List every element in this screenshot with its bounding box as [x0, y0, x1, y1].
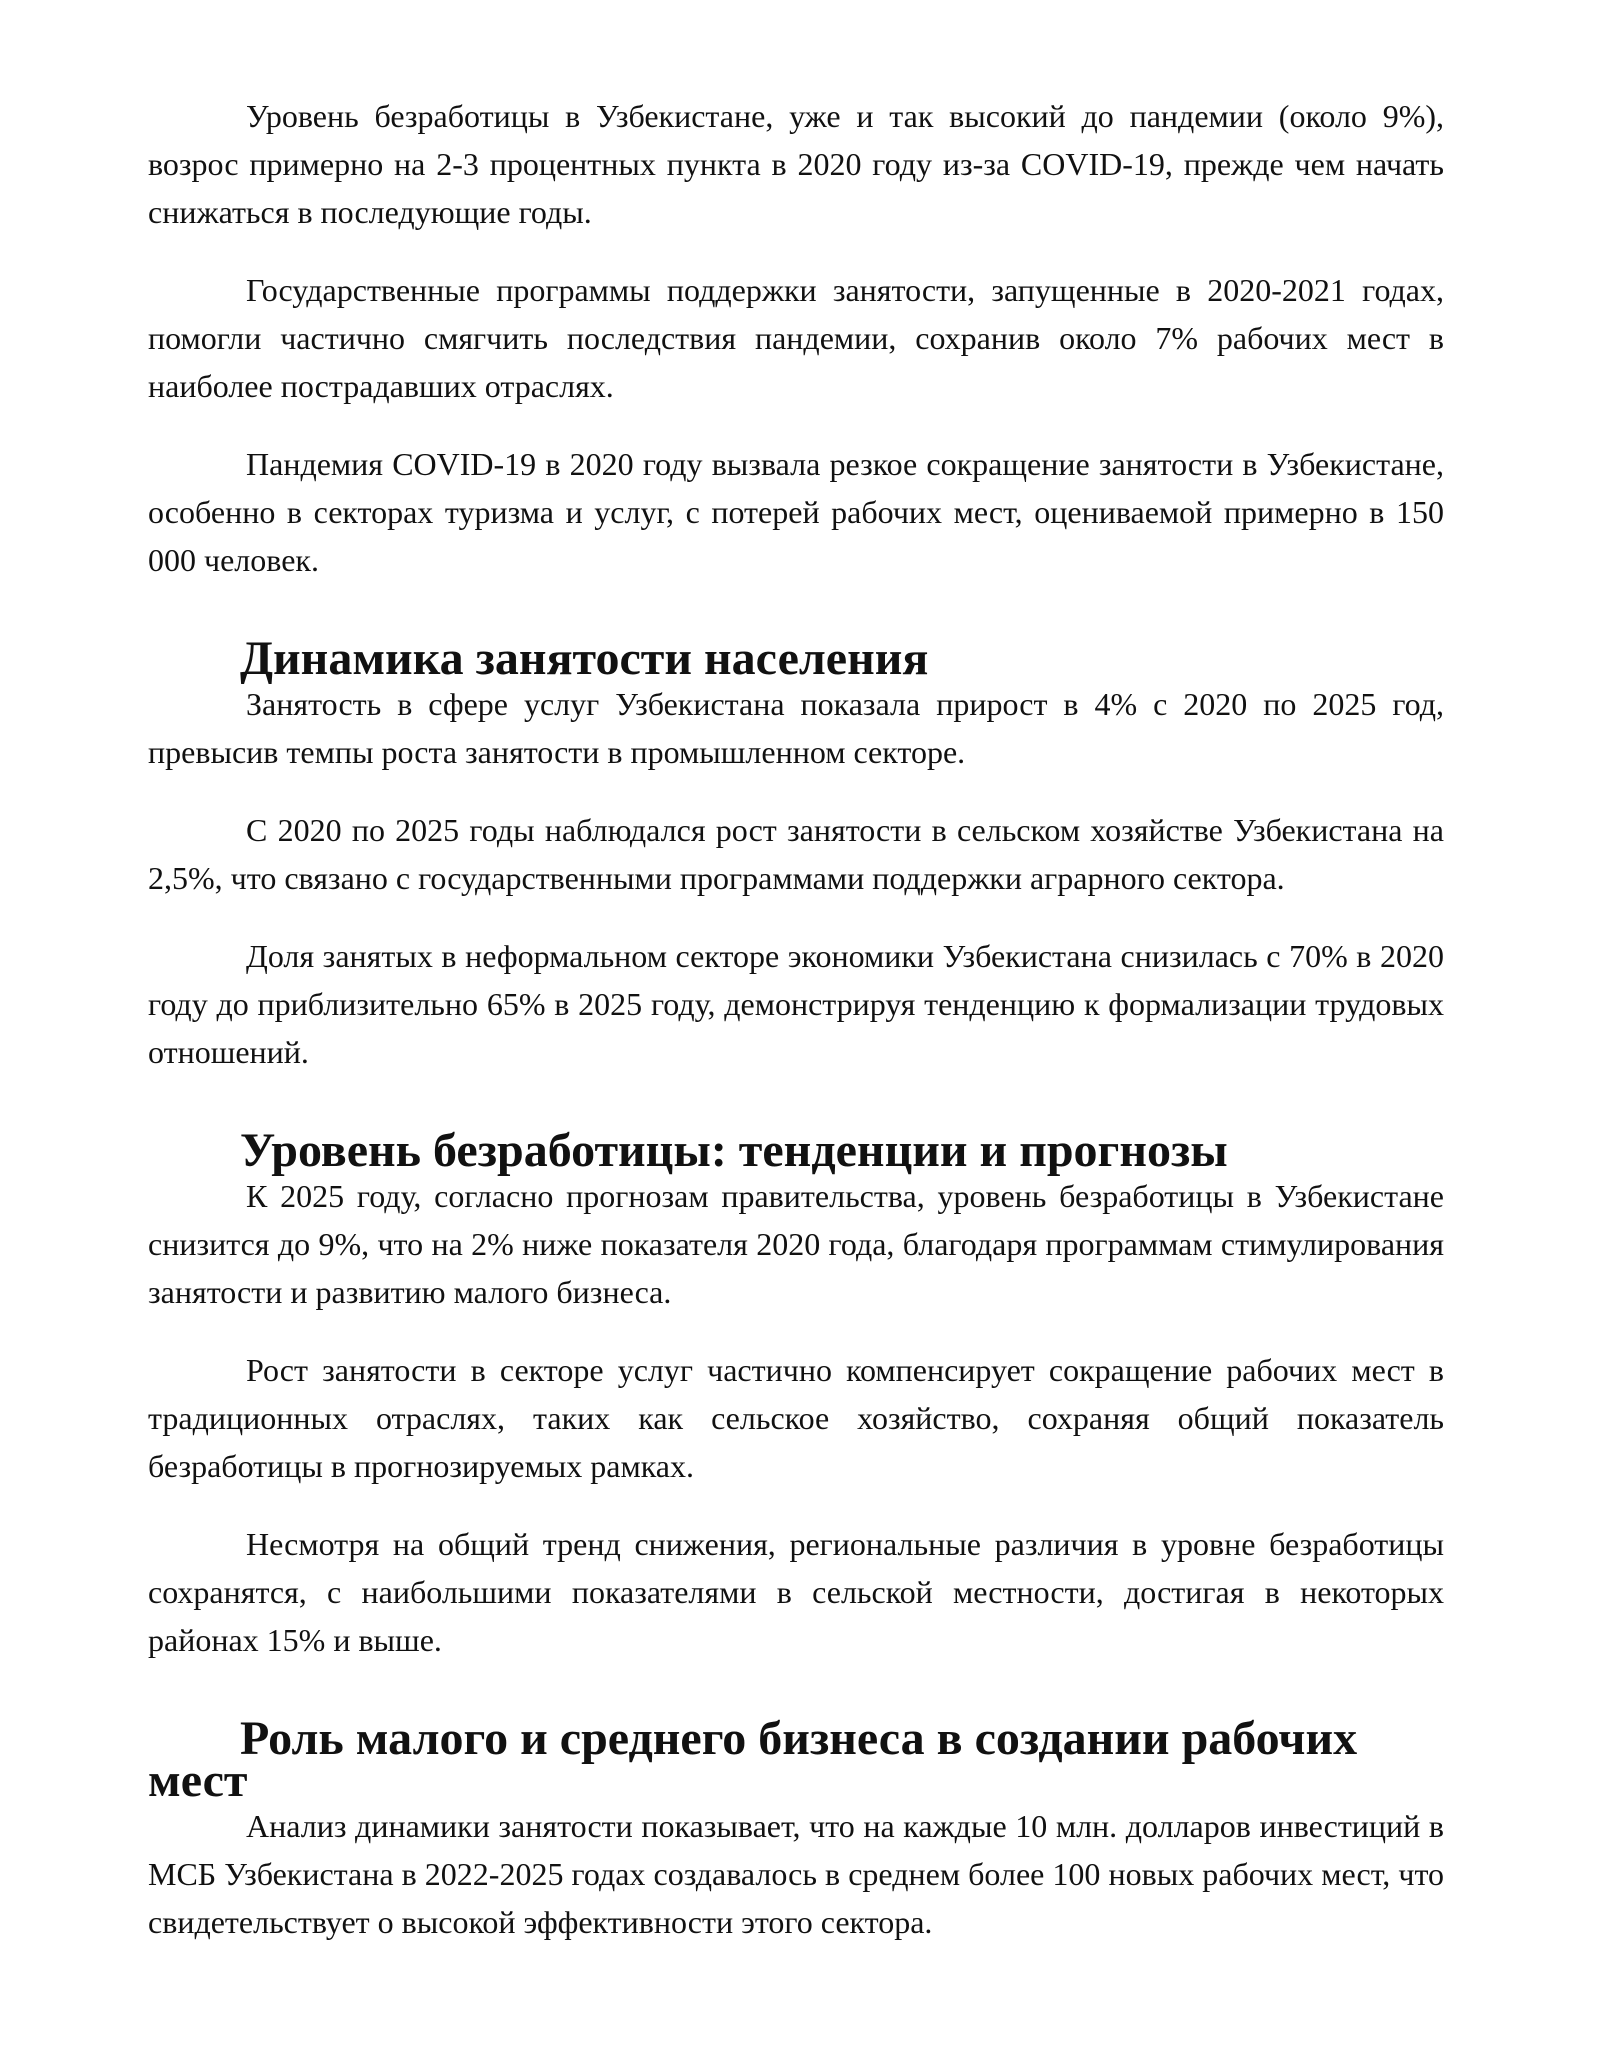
paragraph-regional-differences: Несмотря на общий тренд снижения, региональные различия в уровне безработицы сохранятся, с наибольшими показателями в сельской местности, достигая в некоторых районах 15% и выше. [148, 1526, 1444, 1658]
paragraph-sme-investment: Анализ динамики занятости показывает, что на каждые 10 млн. долларов инвестиций в МСБ Узбекистана в 2022-2025 годах создавалось в среднем более 100 новых рабочих мест, что свидетельствует о высокой эффективности этого сектора. [148, 1808, 1444, 1940]
heading-unemployment-trends: Уровень безработицы: тенденции и прогнозы [240, 1124, 1228, 1177]
paragraph-informal-sector: Доля занятых в неформальном секторе экономики Узбекистана снизилась с 70% в 2020 году до приблизительно 65% в 2025 году, демонстрируя тенденцию к формализации трудовых отношений. [148, 938, 1444, 1070]
paragraph-agriculture-growth: С 2020 по 2025 годы наблюдался рост занятости в сельском хозяйстве Узбекистана на 2,5%, что связано с государственными программами поддержки аграрного сектора. [148, 812, 1444, 896]
paragraph-unemployment-pandemic: Уровень безработицы в Узбекистане, уже и так высокий до пандемии (около 9%), возрос примерно на 2-3 процентных пункта в 2020 году из-за COVID-19, прежде чем начать снижаться в последующие годы. [148, 98, 1444, 230]
paragraph-unemployment-forecast: К 2025 году, согласно прогнозам правительства, уровень безработицы в Узбекистане снизится до 9%, что на 2% ниже показателя 2020 года, благодаря программам стимулирования занятости и развитию малого бизнеса. [148, 1178, 1444, 1310]
paragraph-services-compensation: Рост занятости в секторе услуг частично компенсирует сокращение рабочих мест в традиционных отраслях, таких как сельское хозяйство, сохраняя общий показатель безработицы в прогнозируемых рамках. [148, 1352, 1444, 1484]
paragraph-state-programs: Государственные программы поддержки занятости, запущенные в 2020-2021 годах, помогли частично смягчить последствия пандемии, сохранив около 7% рабочих мест в наиболее пострадавших отраслях. [148, 272, 1444, 404]
paragraph-services-growth: Занятость в сфере услуг Узбекистана показала прирост в 4% с 2020 по 2025 год, превысив темпы роста занятости в промышленном секторе. [148, 686, 1444, 770]
paragraph-covid-job-loss: Пандемия COVID-19 в 2020 году вызвала резкое сокращение занятости в Узбекистане, особенно в секторах туризма и услуг, с потерей рабочих мест, оцениваемой примерно в 150 000 человек. [148, 446, 1444, 578]
heading-employment-dynamics: Динамика занятости населения [240, 632, 929, 685]
heading-sme-role: Роль малого и среднего бизнеса в создании рабочих мест [148, 1712, 1358, 1807]
document-body [148, 92, 1444, 1946]
